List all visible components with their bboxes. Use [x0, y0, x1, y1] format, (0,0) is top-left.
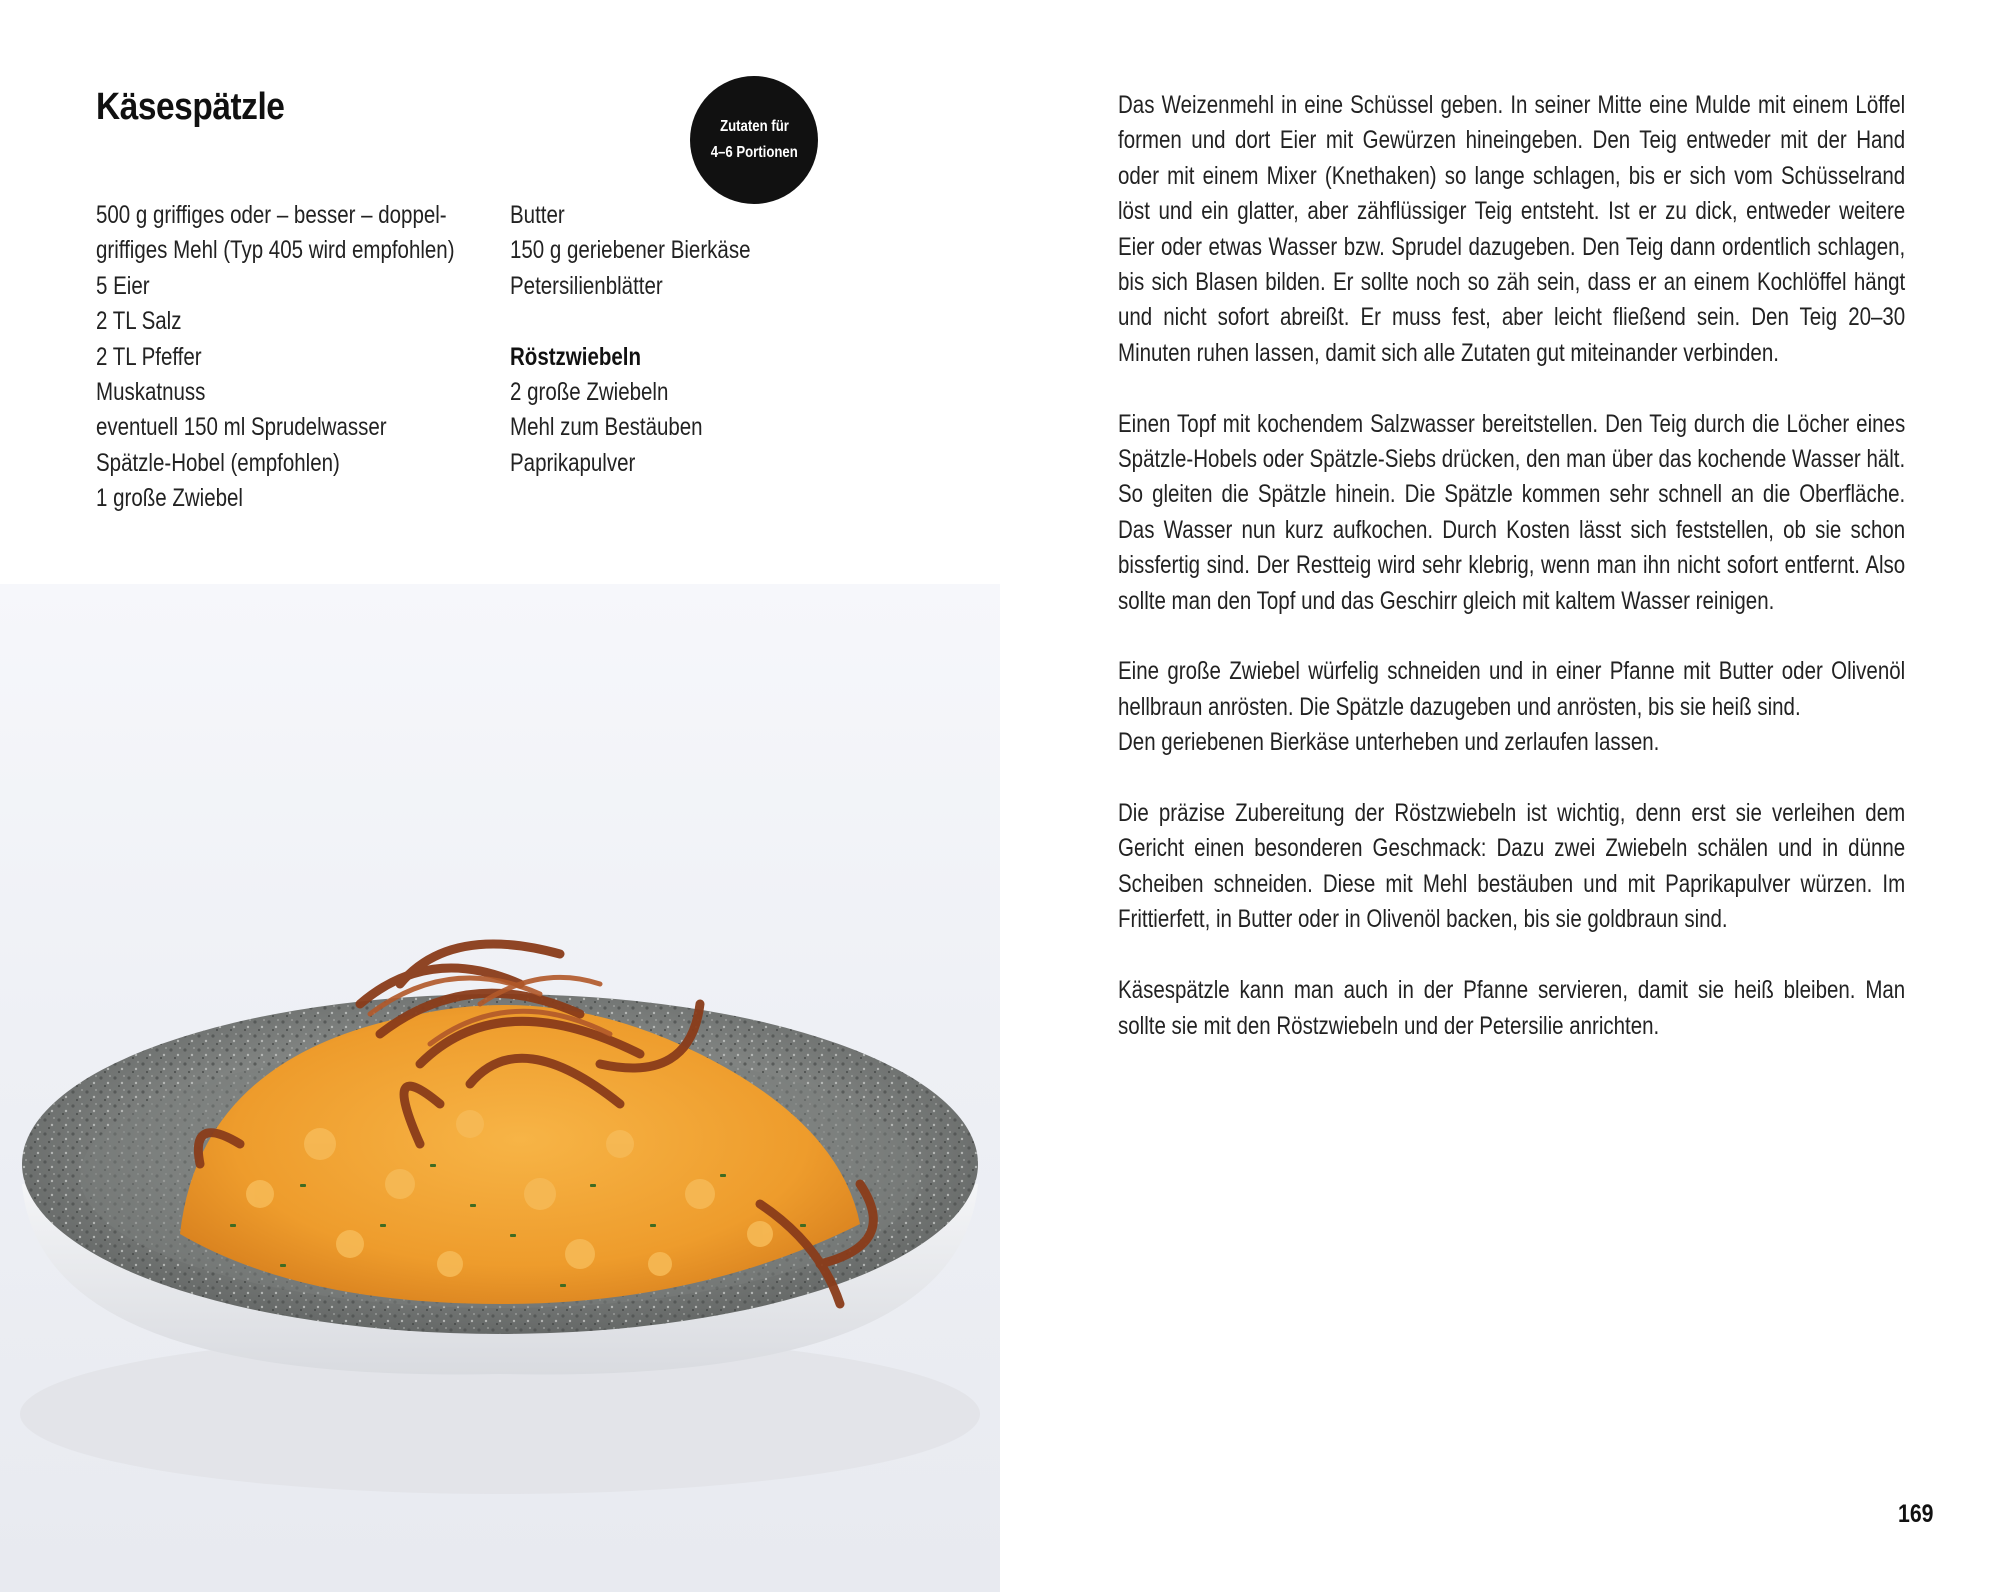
instruction-paragraph: Die präzise Zubereitung der Röstzwiebeln ist wichtig, denn erst sie verleihen dem Gericht einen besonderen Geschmack: Dazu zwei Zwiebeln schälen und in dünne Scheiben schneiden. Diese mit Mehl bestäuben und mit Paprikapulver würzen. Im Frittierfett, in Butter oder in Olivenöl backen, bis sie goldbraun sind. — [1118, 799, 1906, 934]
ingredient-item: Spätzle-Hobel (empfohlen) — [96, 448, 340, 477]
page-number: 169 — [1898, 1500, 1934, 1528]
ingredient-item: Petersilienblätter — [510, 271, 663, 300]
instruction-paragraph: Das Weizenmehl in eine Schüssel geben. In seiner Mitte eine Mulde mit einem Löffel formen und dort Eier mit Gewürzen hineingeben. Den Teig entweder mit der Hand oder mit einem Mixer (Knethaken) so lange schlagen, bis er sich vom Schüsselrand löst und ein glatter, aber zähflüssiger Teig entsteht. Ist er zu dick, entweder weitere Eier oder etwas Wasser bzw. Sprudel dazugeben. Den Teig dann ordentlich schlagen, bis sich Blasen bilden. Er sollte noch so zäh sein, dass er an einem Kochlöffel hängt und nicht sofort abreißt. Er muss fest, aber leicht fließend sein. Den Teig 20–30 Minuten ruhen lassen, damit sich alle Zutaten gut miteinander verbinden. — [1118, 91, 1906, 367]
ingredient-item: Mehl zum Bestäuben — [510, 413, 703, 442]
instruction-paragraph: Einen Topf mit kochendem Salzwasser bereitstellen. Den Teig durch die Löcher eines Spätzle-Hobels oder Spätzle-Siebs drücken, den man über das kochende Wasser hält. So gleiten die Spätzle hinein. Die Spätzle kommen sehr schnell an die Oberfläche. Das Wasser nun kurz aufkochen. Durch Kosten lässt sich feststellen, ob sie schon bissfertig sind. Der Restteig wird sehr klebrig, wenn man ihn nicht sofort entfernt. Also sollte man den Topf und das Geschirr gleich mit kaltem Wasser reinigen. — [1118, 409, 1906, 615]
dish-photo — [0, 584, 1000, 1592]
ingredient-item: 150 g geriebener Bierkäse — [510, 236, 751, 265]
ingredient-list-right — [510, 198, 750, 481]
ingredient-item: Butter — [510, 201, 565, 229]
instruction-paragraph: Eine große Zwiebel würfelig schneiden und in einer Pfanne mit Butter oder Olivenöl hellbraun anrösten. Die Spätzle dazugeben und anrösten, bis sie heiß sind. Den geriebenen Bierkäse unterheben und zerlaufen lassen. — [1118, 657, 1906, 757]
instructions — [1118, 88, 1905, 1079]
ingredient-item: 1 große Zwiebel — [96, 484, 243, 513]
recipe-title: Käsespätzle — [96, 86, 285, 128]
ingredient-item: eventuell 150 ml Sprudelwasser — [96, 413, 387, 442]
ingredient-list-left — [96, 198, 455, 517]
ingredient-item: 2 TL Pfeffer — [96, 342, 202, 371]
ingredient-item: Paprikapulver — [510, 448, 636, 477]
servings-badge-line2: 4–6 Portionen — [710, 144, 798, 161]
ingredient-item: 500 g griffiges oder – besser – doppel- — [96, 201, 447, 229]
instruction-paragraph: Käsespätzle kann man auch in der Pfanne servieren, damit sie heiß bleiben. Man sollte sie mit den Röstzwiebeln und der Petersilie anrichten. — [1118, 976, 1906, 1040]
ingredient-item: Muskatnuss — [96, 378, 206, 407]
ingredient-item: 5 Eier — [96, 271, 150, 300]
servings-badge — [690, 76, 818, 204]
ingredient-item: 2 TL Salz — [96, 307, 182, 336]
roestzwiebeln-subheading: Röstzwiebeln — [510, 342, 641, 371]
servings-badge-line1: Zutaten für — [719, 118, 789, 135]
kaesespaetzle-bowl-illustration — [0, 584, 1000, 1592]
ingredient-item: 2 große Zwiebeln — [510, 378, 669, 407]
ingredient-item: griffiges Mehl (Typ 405 wird empfohlen) — [96, 236, 455, 265]
